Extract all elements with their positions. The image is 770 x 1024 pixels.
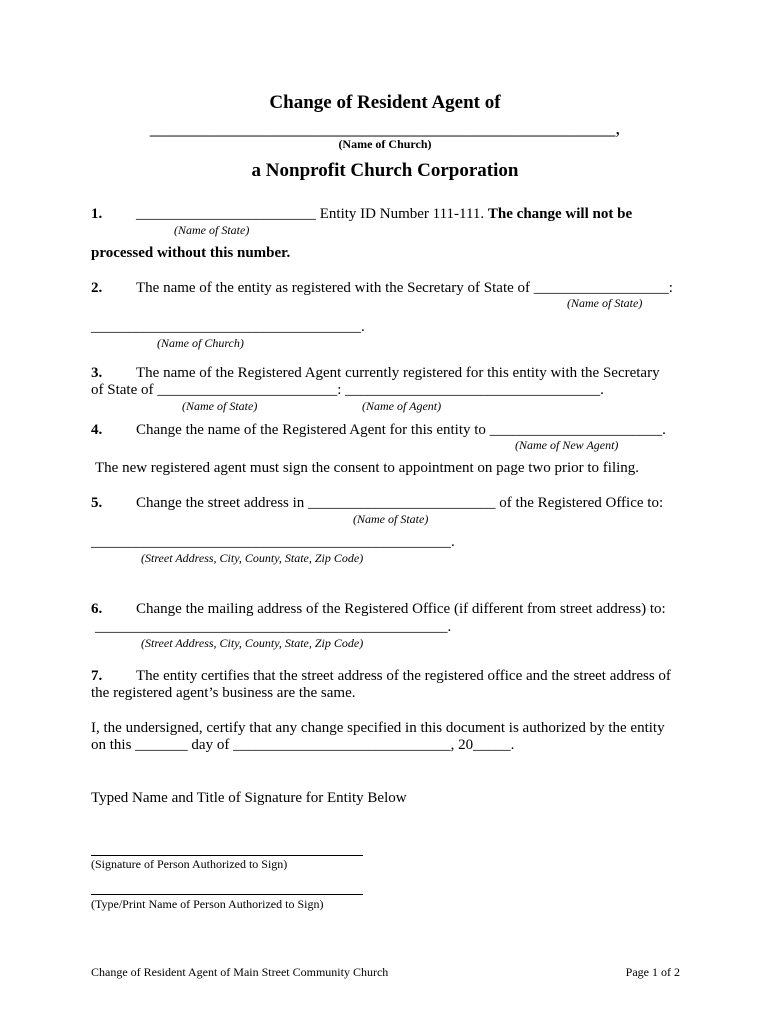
section-3-text: The name of the Registered Agent currently registered for this entity with the Secretary [136,365,660,381]
warning-continued: processed without this number. [91,245,291,261]
church-name-blank: ____________________________________. [91,319,365,335]
section-2-number: 2. [91,280,103,296]
section-1-line [136,206,632,223]
section-7-number: 7. [91,668,103,684]
church-name-label: (Name of Church) [338,137,432,151]
state-label: (Name of State) [174,223,250,237]
new-agent-label: (Name of New Agent) [515,438,619,452]
state-label: (Name of State) [182,399,258,413]
section-3-text-continued: of State of ________________________: __________________________________. [91,382,604,398]
section-5-number: 5. [91,495,103,511]
church-label: (Name of Church) [157,336,244,350]
section-3-number: 3. [91,365,103,381]
entity-id-text: Entity ID Number 111-111. [319,206,485,222]
document-title: Change of Resident Agent of [269,92,501,113]
section-4-text: Change the name of the Registered Agent for this entity to _______________________. [136,422,666,438]
section-1-number: 1. [91,206,103,222]
section-2-text: The name of the entity as registered with the Secretary of State of __________________: [136,280,673,296]
agent-label: (Name of Agent) [362,399,442,413]
print-name-label: (Type/Print Name of Person Authorized to Sign) [91,897,324,911]
print-name-line [91,894,363,895]
state-label: (Name of State) [353,512,429,526]
signature-heading: Typed Name and Title of Signature for Entity Below [91,790,407,806]
signature-label: (Signature of Person Authorized to Sign) [91,857,288,871]
state-label: (Name of State) [567,296,643,310]
warning-text: The change will not be [487,206,633,222]
section-6-number: 6. [91,601,103,617]
mailing-address-label: (Street Address, City, County, State, Zip Code) [141,636,364,650]
document-subtitle: a Nonprofit Church Corporation [251,160,519,181]
section-5-text: Change the street address in _________________________ of the Registered Office to: [136,495,664,511]
mailing-address-blank: _______________________________________________. [95,619,452,635]
certification-text: I, the undersigned, certify that any change specified in this document is authorized by the entity [91,720,665,736]
footer-page-number: Page 1 of 2 [625,965,680,979]
footer-document-name: Change of Resident Agent of Main Street Community Church [91,965,389,979]
section-4-number: 4. [91,422,103,438]
certification-date: on this _______ day of _____________________________, 20_____. [91,737,515,753]
church-name-blank: _________________________________________________, [149,118,621,139]
section-6-text: Change the mailing address of the Registered Office (if different from street address) to: [136,601,666,617]
section-7-text-continued: the registered agent’s business are the same. [91,685,356,701]
consent-note: The new registered agent must sign the consent to appointment on page two prior to filing. [95,460,640,476]
street-address-blank: ________________________________________________. [91,534,455,550]
state-blank: ________________________ [136,206,316,222]
signature-line [91,855,363,856]
street-address-label: (Street Address, City, County, State, Zip Code) [141,551,364,565]
section-7-text: The entity certifies that the street address of the registered office and the street address of [136,668,671,684]
